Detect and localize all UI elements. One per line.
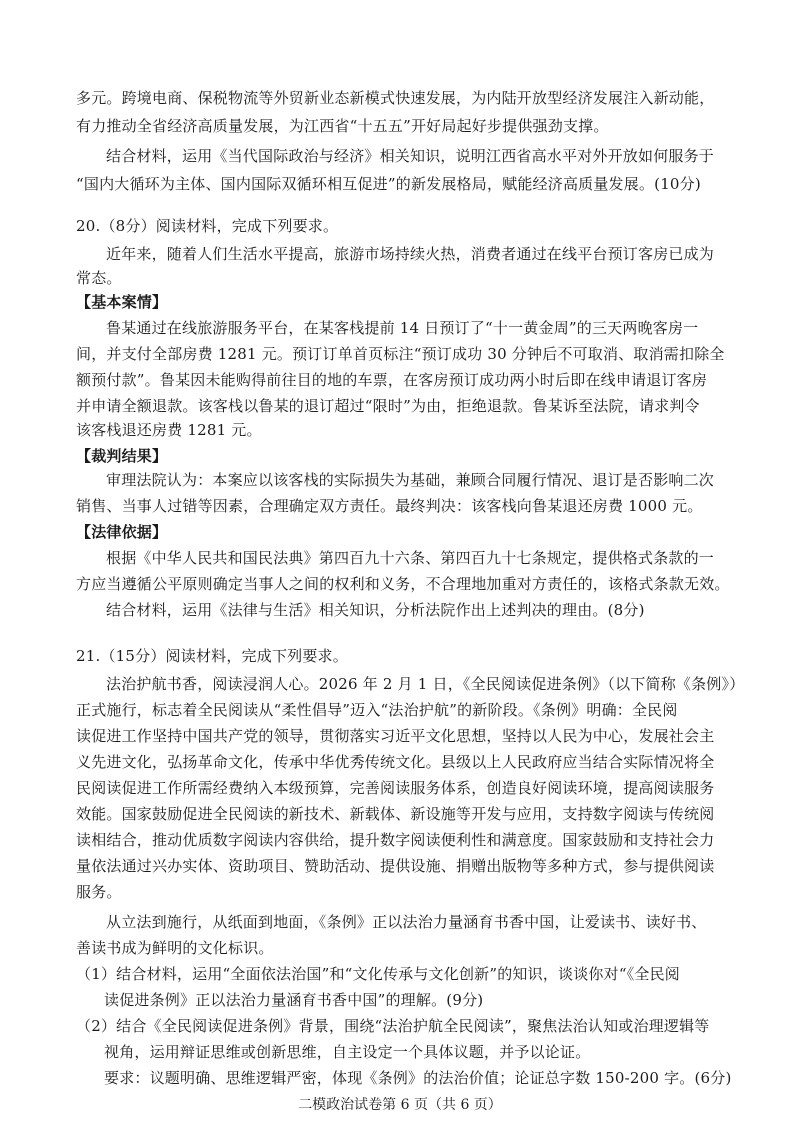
intro-prompt-line-2: “国内大循环为主体、国内国际双循环相互促进”的新发展格局，赋能经济高质量发展。(10分) (76, 175, 701, 193)
q20-verdict-line-2: 销售、当事人过错等因素，合理确定双方责任。最终判决：该客栈向鲁某退还房费 1000 元。 (76, 497, 703, 515)
q21-sub2-line-1: （2）结合《全民阅读促进条例》背景，围绕“法治护航全民阅读”，聚焦法治认知或治理逻辑等 (76, 1017, 710, 1035)
q20-law-heading: 【法律依据】 (76, 523, 168, 541)
intro-prompt-line-1: 结合材料，运用《当代国际政治与经济》相关知识，说明江西省高水平对外开放如何服务于 (106, 147, 715, 165)
q20-law-line-1: 根据《中华人民共和国民法典》第四百九十六条、第四百九十七条规定，提供格式条款的一 (106, 549, 715, 567)
q21-para-line-4: 义先进文化，弘扬革命文化，传承中华优秀传统文化。县级以上人民政府应当结合实际情况将全 (76, 753, 715, 771)
q20-title: 20.（8分）阅读材料，完成下列要求。 (76, 217, 339, 235)
q20-case-heading: 【基本案情】 (76, 293, 168, 311)
q20-case-line-1: 鲁某通过在线旅游服务平台，在某客栈提前 14 日预订了“十一黄金周”的三天两晚客房一 (106, 319, 699, 337)
page-footer: 二模政治试卷第 6 页（共 6 页） (298, 1097, 502, 1113)
q21-para-line-5: 民阅读促进工作所需经费纳入本级预算，完善阅读服务体系，创造良好阅读环境，提高阅读服务 (76, 779, 715, 797)
q20-verdict-heading: 【裁判结果】 (76, 447, 168, 465)
q20-case-line-5: 该客栈退还房费 1281 元。 (76, 421, 262, 439)
q20-case-line-4: 并申请全额退款。该客栈以鲁某的退订超过“限时”为由，拒绝退款。鲁某诉至法院，请求判令 (76, 397, 700, 415)
q20-para-line-1: 近年来，随着人们生活水平提高，旅游市场持续火热，消费者通过在线平台预订客房已成为 (106, 245, 715, 263)
q21-para-line-8: 量依法通过兴办实体、资助项目、赞助活动、提供设施、捐赠出版物等多种方式，参与提供阅读 (76, 857, 715, 875)
q20-verdict-line-1: 审理法院认为：本案应以该客栈的实际损失为基础，兼顾合同履行情况、退订是否影响二次 (106, 471, 715, 489)
q20-case-line-3: 额预付款”。鲁某因未能购得前往目的地的车票，在客房预订成功两小时后即在线申请退订客房 (76, 371, 708, 389)
q21-para2-line-1: 从立法到施行，从纸面到地面，《条例》正以法治力量涵育书香中国，让爱读书、读好书、 (106, 913, 707, 931)
q21-title: 21.（15分）阅读材料，完成下列要求。 (76, 647, 348, 665)
q21-sub1-line-2: 读促进条例》正以法治力量涵育书香中国”的理解。(9分) (104, 991, 484, 1009)
q21-para-line-6: 效能。国家鼓励促进全民阅读的新技术、新载体、新设施等开发与应用，支持数字阅读与传统阅 (76, 805, 715, 823)
intro-line-1: 多元。跨境电商、保税物流等外贸新业态新模式快速发展，为内陆开放型经济发展注入新动能， (76, 89, 715, 107)
q20-prompt: 结合材料，运用《法律与生活》相关知识，分析法院作出上述判决的理由。(8分) (106, 601, 645, 619)
q20-para-line-2: 常态。 (76, 269, 122, 287)
q20-case-line-2: 间，并支付全部房费 1281 元。预订订单首页标注“预订成功 30 分钟后不可取消、取消需扣除全 (76, 345, 725, 363)
q21-sub2-line-2: 视角，运用辩证思维或创新思维，自主设定一个具体议题，并予以论证。 (104, 1043, 591, 1061)
q21-para-line-2: 正式施行，标志着全民阅读从“柔性倡导”迈入“法治护航”的新阶段。《条例》明确：全民阅 (76, 701, 678, 719)
q21-para-line-1: 法治护航书香，阅读浸润人心。2026 年 2 月 1 日，《全民阅读促进条例》（以下简称《条例》） (106, 675, 745, 693)
q21-para-line-9: 服务。 (76, 883, 122, 901)
q21-sub1-line-1: （1）结合材料，运用“全面依法治国”和“文化传承与文化创新”的知识，谈谈你对“《全民阅 (76, 965, 680, 983)
q21-para2-line-2: 善读书成为鲜明的文化标识。 (76, 939, 274, 957)
q21-requirements: 要求：议题明确、思维逻辑严密，体现《条例》的法治价值；论证总字数 150-200 字。(6分) (104, 1069, 732, 1087)
q21-para-line-3: 读促进工作坚持中国共产党的领导，贯彻落实习近平文化思想，坚持以人民为中心，发展社会主 (76, 727, 715, 745)
q20-law-line-2: 方应当遵循公平原则确定当事人之间的权利和义务，不合理地加重对方责任的，该格式条款无效。 (76, 575, 730, 593)
q21-para-line-7: 读相结合，推动优质数字阅读内容供给，提升数字阅读便利性和满意度。国家鼓励和支持社会力 (76, 831, 715, 849)
intro-line-2: 有力推动全省经济高质量发展，为江西省“十五五”开好局起好步提供强劲支撑。 (76, 117, 609, 135)
